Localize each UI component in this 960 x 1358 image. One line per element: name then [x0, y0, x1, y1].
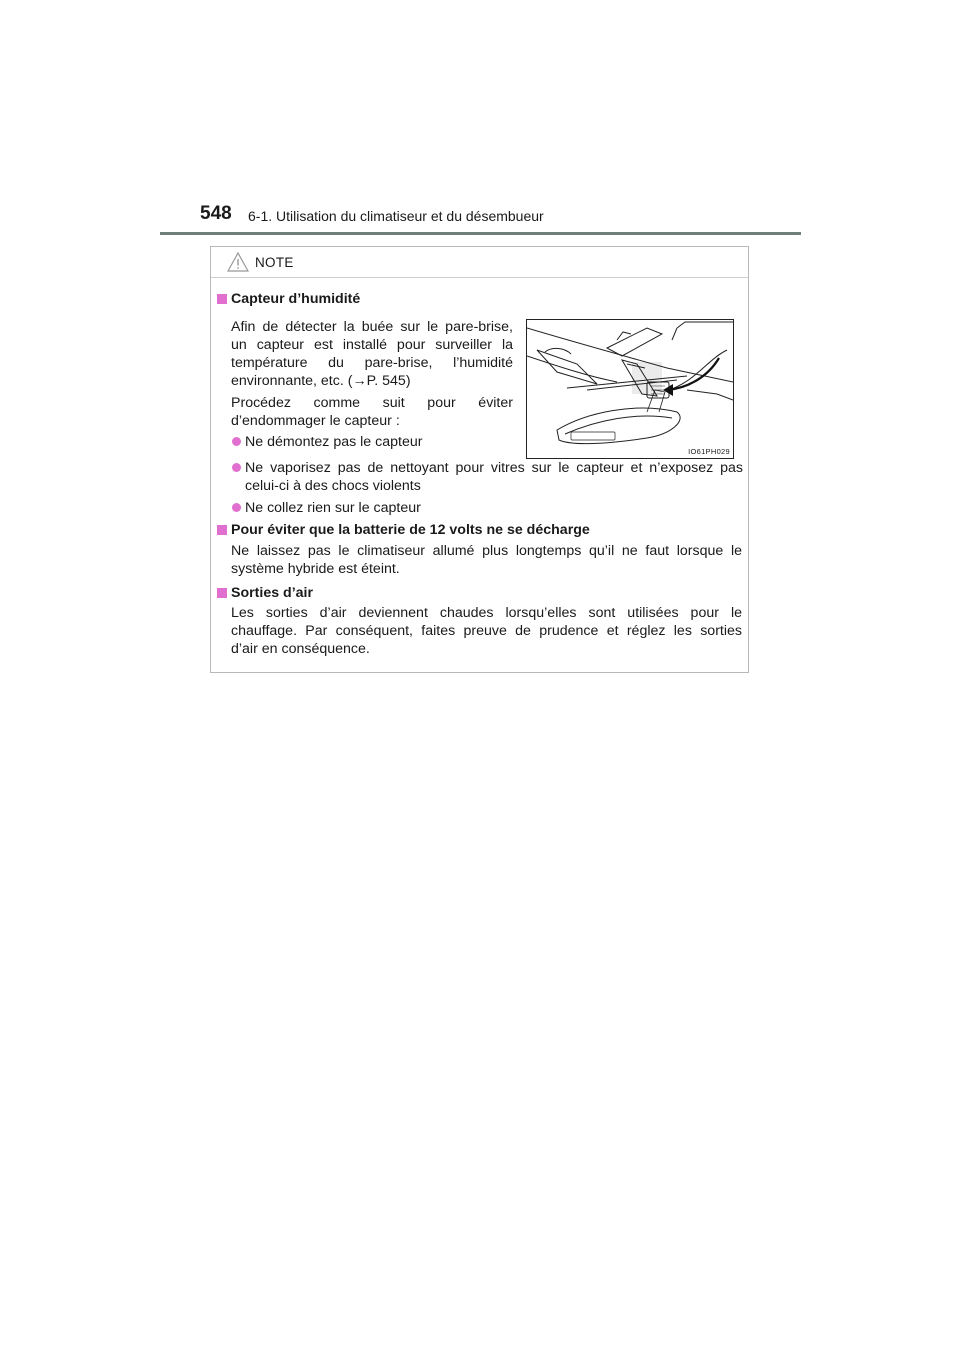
intro-line: environnante, etc. (→P. 545) [231, 373, 411, 389]
round-bullet-icon [232, 503, 241, 512]
note-label: NOTE [255, 255, 294, 270]
procedure-line: d’endommager le capteur : [231, 413, 400, 429]
header-rule [160, 232, 801, 235]
chapter-title: 6-1. Utilisation du climatiseur et du désembueur [248, 208, 544, 224]
intro-line: un capteur est installé pour surveiller la [231, 337, 513, 353]
section-title-air-vents: Sorties d’air [231, 585, 314, 601]
intro-line: Afin de détecter la buée sur le pare-brise, [231, 319, 513, 335]
paragraph-line: Les sorties d’air deviennent chaudes lorsqu’elles sont utilisées pour le [231, 605, 742, 621]
procedure-line: Procédez comme suit pour éviter [231, 395, 513, 411]
sensor-illustration [527, 320, 733, 458]
note-header [211, 247, 748, 278]
page-number: 548 [200, 203, 232, 224]
square-bullet-icon [217, 588, 227, 598]
bullet-text: Ne collez rien sur le capteur [245, 500, 421, 516]
intro-line: température du pare-brise, l’humidité [231, 355, 513, 371]
section-title-humidity: Capteur d’humidité [231, 291, 361, 307]
bullet-text: celui-ci à des chocs violents [245, 478, 421, 494]
paragraph-line: d’air en conséquence. [231, 641, 370, 657]
square-bullet-icon [217, 525, 227, 535]
square-bullet-icon [217, 294, 227, 304]
round-bullet-icon [232, 463, 241, 472]
section-title-battery: Pour éviter que la batterie de 12 volts ne se décharge [231, 522, 590, 538]
bullet-text: Ne démontez pas le capteur [245, 434, 423, 450]
bullet-text: Ne vaporisez pas de nettoyant pour vitres sur le capteur et n’exposez pas [245, 460, 743, 476]
humidity-sensor-figure [526, 319, 734, 459]
warning-triangle-icon [227, 252, 249, 272]
paragraph-line: chauffage. Par conséquent, faites preuve de prudence et réglez les sorties [231, 623, 742, 639]
paragraph-line: Ne laissez pas le climatiseur allumé plus longtemps qu’il ne faut lorsque le [231, 543, 742, 559]
figure-code: IO61PH029 [688, 447, 730, 456]
round-bullet-icon [232, 437, 241, 446]
paragraph-line: système hybride est éteint. [231, 561, 400, 577]
note-box [210, 246, 749, 673]
